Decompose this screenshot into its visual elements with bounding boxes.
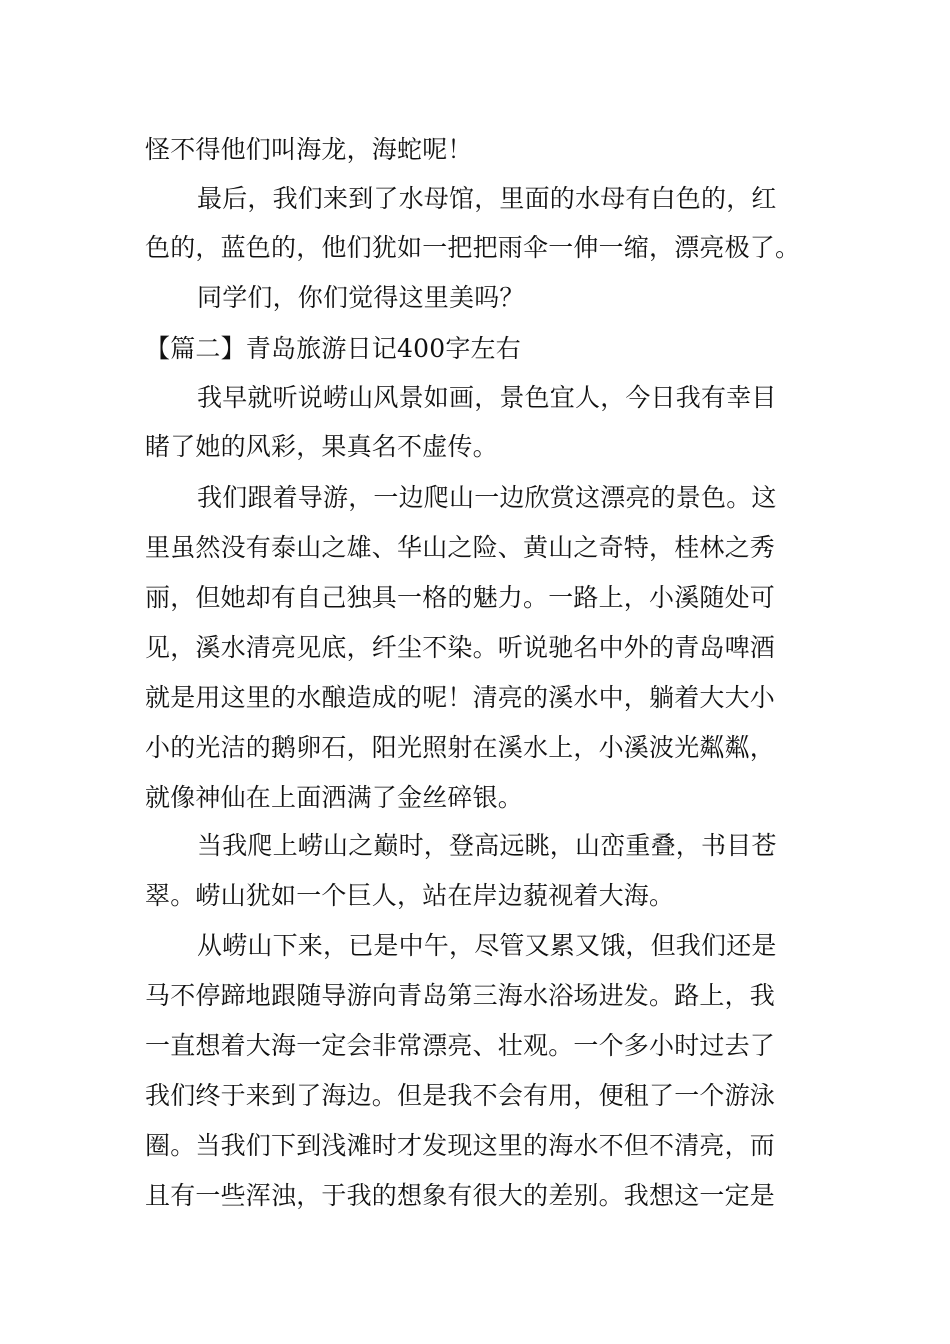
- text-line: 且有一些浑浊，于我的想象有很大的差别。我想这一定是: [145, 1181, 776, 1210]
- paragraph-start-line: 我早就听说崂山风景如画，景色宜人，今日我有幸目: [197, 383, 777, 412]
- text-line: 色的，蓝色的，他们犹如一把把雨伞一伸一缩，漂亮极了。: [145, 233, 801, 262]
- text-line: 丽，但她却有自己独具一格的魅力。一路上，小溪随处可: [145, 583, 776, 612]
- text-line: 就是用这里的水酿造成的呢！清亮的溪水中，躺着大大小: [145, 683, 776, 712]
- text-line: 马不停蹄地跟随导游向青岛第三海水浴场进发。路上，我: [145, 981, 776, 1010]
- paragraph-start-line: 当我爬上崂山之巅时，登高远眺，山峦重叠，书目苍: [197, 831, 777, 860]
- paragraph-start-line: 从崂山下来，已是中午，尽管又累又饿，但我们还是: [197, 931, 777, 960]
- text-line: 小的光洁的鹅卵石，阳光照射在溪水上，小溪波光粼粼，: [145, 733, 776, 762]
- text-line: 一直想着大海一定会非常漂亮、壮观。一个多小时过去了: [145, 1031, 776, 1060]
- text-line: 怪不得他们叫海龙，海蛇呢！: [145, 135, 473, 164]
- paragraph-start-line: 我们跟着导游，一边爬山一边欣赏这漂亮的景色。这: [197, 483, 777, 512]
- text-line: 翠。崂山犹如一个巨人，站在岸边藐视着大海。: [145, 881, 675, 910]
- paragraph-start-line: 同学们，你们觉得这里美吗？: [197, 283, 525, 312]
- text-line: 圈。当我们下到浅滩时才发现这里的海水不但不清亮，而: [145, 1131, 776, 1160]
- text-line: 就像神仙在上面洒满了金丝碎银。: [145, 783, 524, 812]
- section-heading: 【篇二】青岛旅游日记400字左右: [145, 334, 521, 363]
- text-line: 我们终于来到了海边。但是我不会有用，便租了一个游泳: [145, 1081, 776, 1110]
- text-line: 睹了她的风彩，果真名不虚传。: [145, 432, 498, 461]
- paragraph-start-line: 最后，我们来到了水母馆，里面的水母有白色的，红: [197, 184, 777, 213]
- text-line: 见，溪水清亮见底，纤尘不染。听说驰名中外的青岛啤酒: [145, 633, 776, 662]
- text-line: 里虽然没有泰山之雄、华山之险、黄山之奇特，桂林之秀: [145, 533, 776, 562]
